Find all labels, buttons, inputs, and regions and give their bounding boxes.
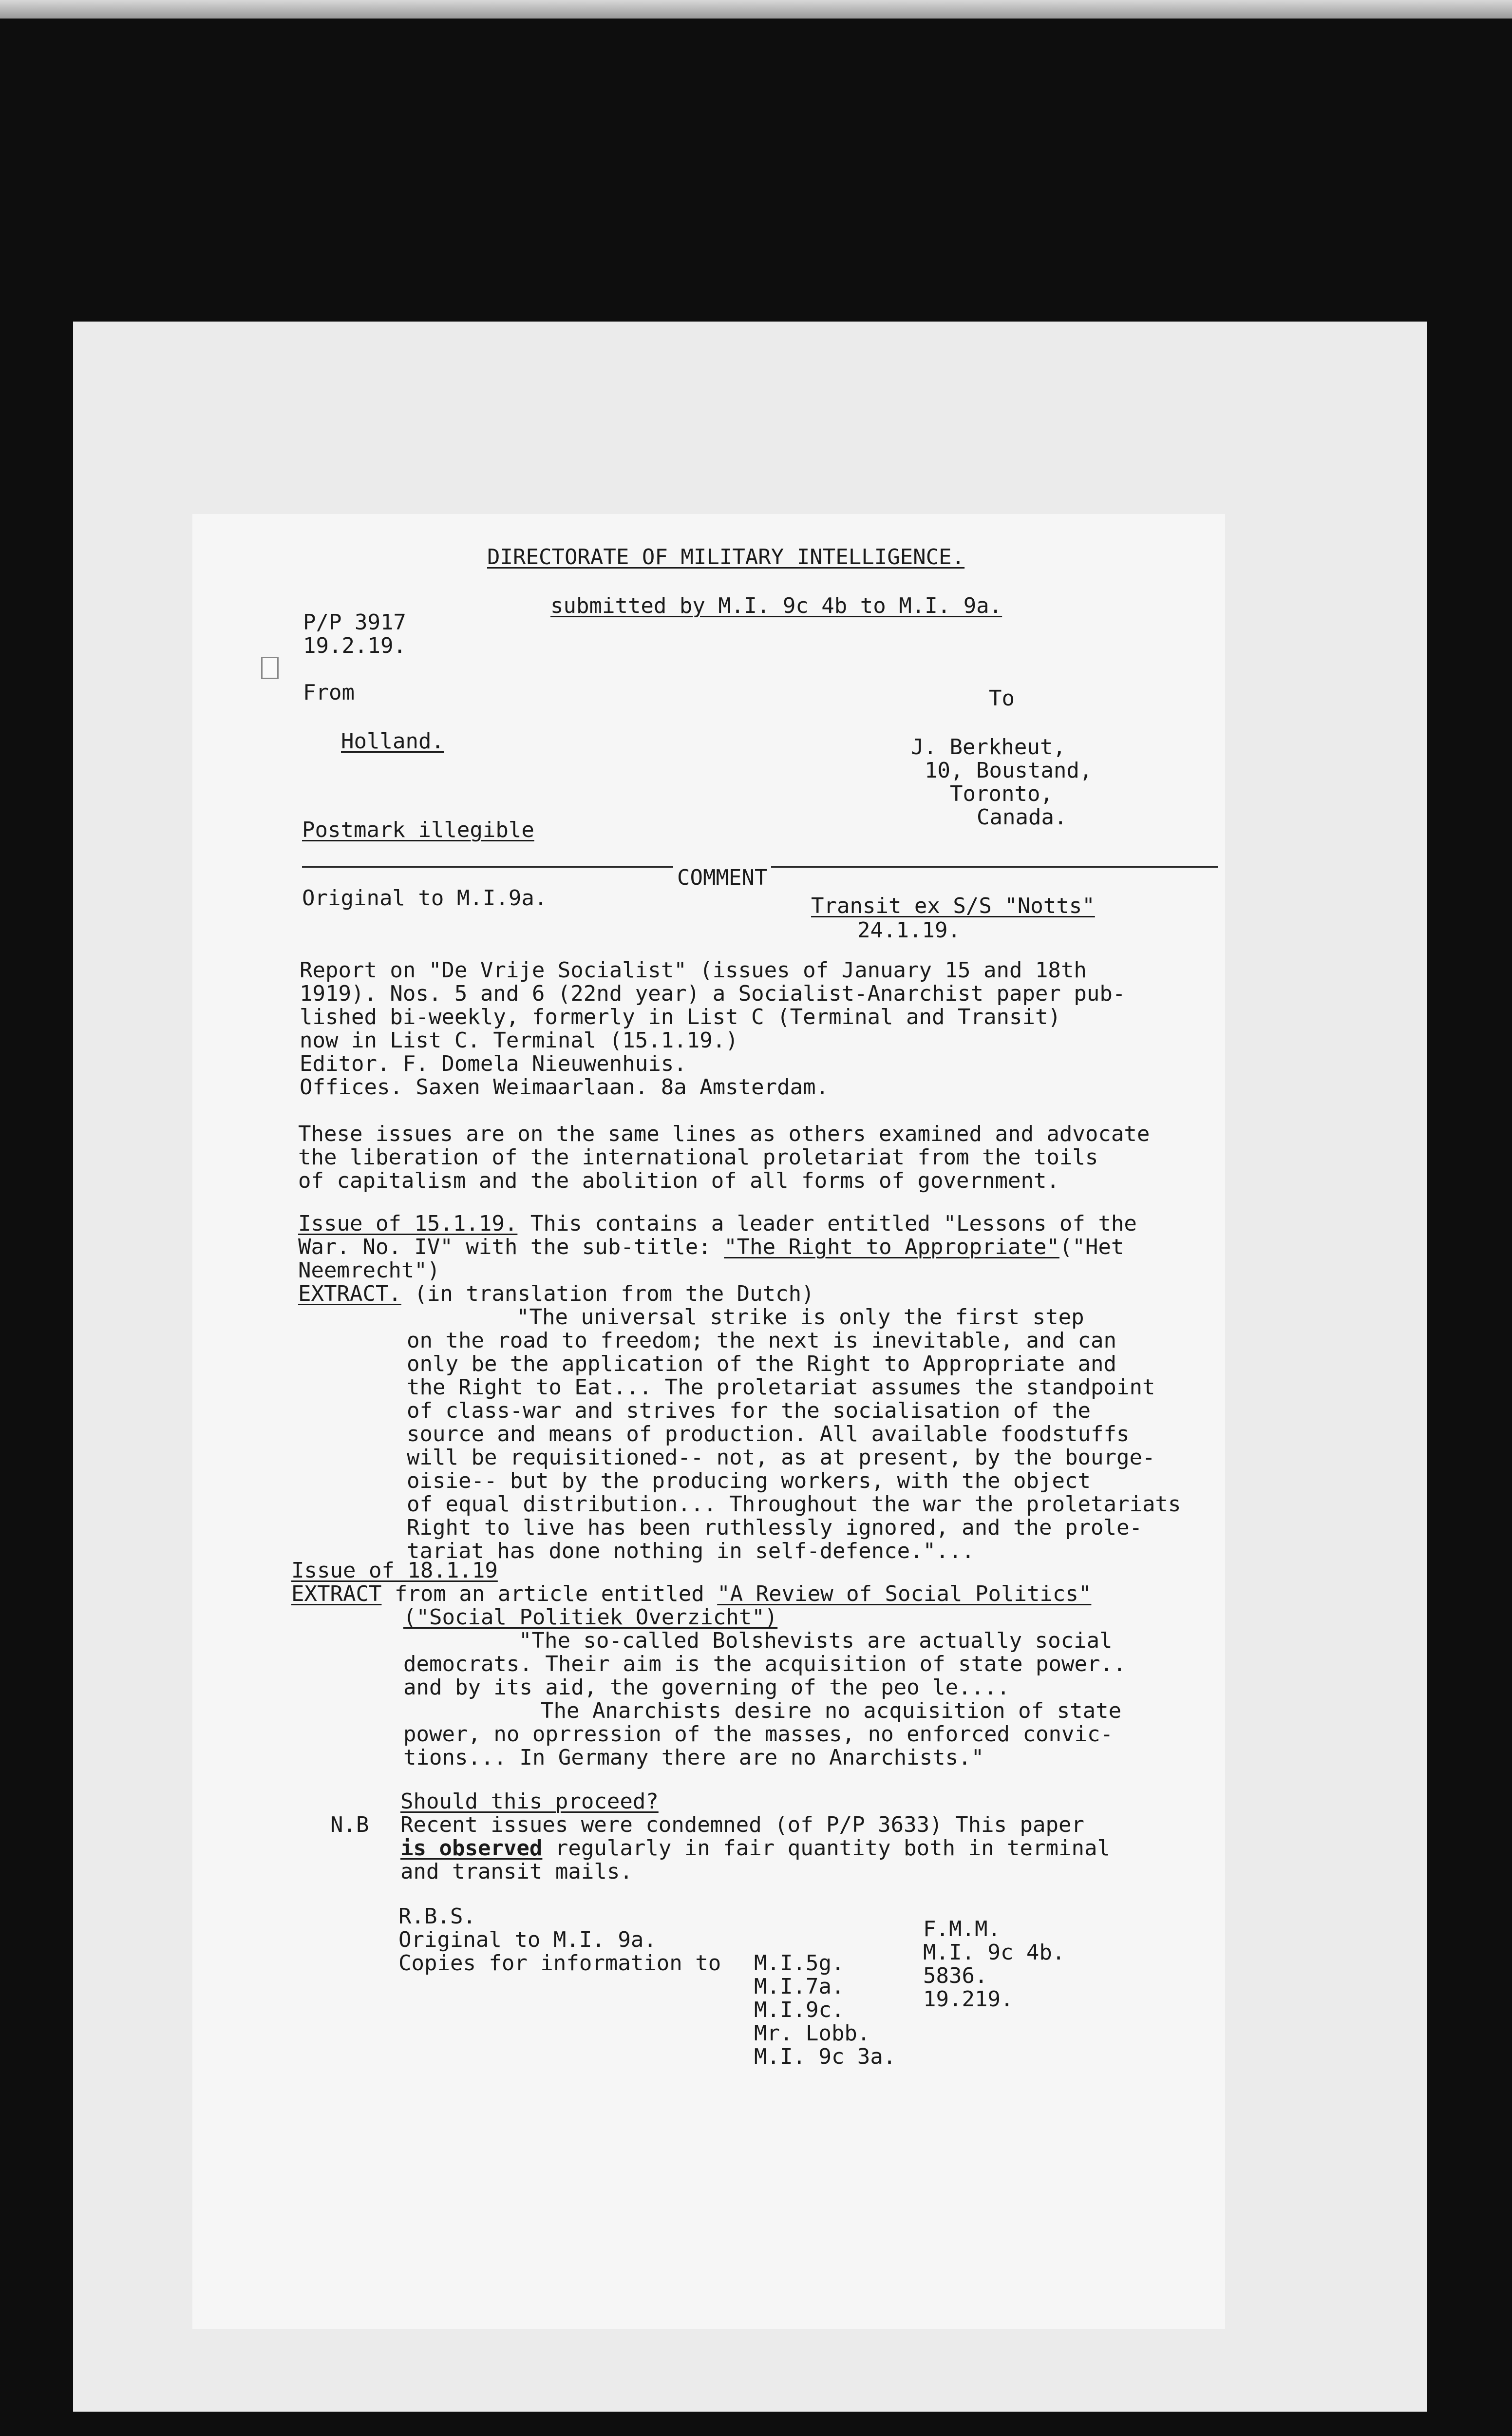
copy-recipient: M.I.9c. [754, 1998, 845, 2022]
comment-label: COMMENT [673, 865, 771, 891]
extract1-line: tariat has done nothing in self-defence."... [407, 1539, 975, 1563]
extract2-heading [291, 1581, 1091, 1607]
issue2-label: Issue of 18.1.19 [291, 1558, 498, 1583]
from-label: From [303, 680, 355, 705]
signer-right: 19.219. [923, 1987, 1014, 2012]
copy-recipient: Mr. Lobb. [754, 2021, 870, 2046]
extract1-line: only be the application of the Right to Appropriate and [407, 1351, 1116, 1376]
report-line: now in List C. Terminal (15.1.19.) [300, 1028, 738, 1053]
extract1-line: "The universal strike is only the first step [516, 1305, 1084, 1330]
report-line: Offices. Saxen Weimaarlaan. 8a Amsterdam. [300, 1075, 829, 1100]
extract1-line: will be requisitioned-- not, as at present, by the bourge- [407, 1445, 1155, 1470]
copy-recipient: M.I. 9c 3a. [754, 2044, 896, 2069]
extract2-line: tions... In Germany there are no Anarchists." [403, 1745, 984, 1770]
copy-recipient: M.I.5g. [754, 1951, 845, 1976]
to-address-line: J. Berkheut, [911, 735, 1066, 760]
extract1-line: on the road to freedom; the next is inevitable, and can [407, 1328, 1116, 1353]
original-to-2: Original to M.I. 9a. [398, 1927, 657, 1952]
memo-submitted-line: submitted by M.I. 9c 4b to M.I. 9a. [550, 593, 1002, 618]
issue1-text: ("Het [1059, 1235, 1124, 1259]
signer-right: M.I. 9c 4b. [923, 1940, 1065, 1965]
memo-heading: DIRECTORATE OF MILITARY INTELLIGENCE. [487, 545, 965, 570]
extract2-text: from an article entitled [381, 1581, 718, 1606]
issue1-label: Issue of 15.1.19. [298, 1211, 518, 1236]
nb-text: regularly in fair quantity both in terminal [542, 1836, 1110, 1861]
from-place: Holland. [341, 729, 444, 754]
extract1-heading [298, 1281, 814, 1307]
issue1-line [298, 1211, 1137, 1237]
memo-ref-no: P/P 3917 [303, 610, 406, 635]
report-line: Report on "De Vrije Socialist" (issues of January 15 and 18th [300, 958, 1087, 983]
copy-recipient: M.I.7a. [754, 1974, 845, 1999]
extract1-line: oisie-- but by the producing workers, with the object [407, 1468, 1091, 1493]
memo-ref-date: 19.2.19. [303, 633, 406, 658]
to-label: To [989, 686, 1015, 711]
transit-ship: Transit ex S/S "Notts" [811, 894, 1095, 918]
issue1-line [298, 1235, 1124, 1260]
extract1-line: Right to live has been ruthlessly ignored, and the prole- [407, 1515, 1142, 1540]
signer-right: F.M.M. [923, 1917, 1001, 1941]
nb-emphasis: is observed [400, 1836, 543, 1861]
nb-line: and transit mails. [400, 1859, 633, 1884]
extract1-label: EXTRACT. [298, 1281, 401, 1306]
signer-left: R.B.S. [398, 1904, 476, 1929]
signer-right: 5836. [923, 1963, 988, 1988]
extract2-line: power, no oprression of the masses, no enforced convic- [403, 1722, 1113, 1747]
issue1-text: with the sub-title: [453, 1235, 724, 1259]
summary-line: the liberation of the international proletariat from the toils [298, 1145, 1098, 1170]
extract2-line: democrats. Their aim is the acquisition of state power.. [403, 1652, 1126, 1676]
extract2-line: and by its aid, the governing of the peo le.... [403, 1675, 1010, 1700]
extract2-label: EXTRACT [291, 1581, 382, 1606]
issue1-line: Neemrecht") [298, 1258, 440, 1283]
nb-line [400, 1836, 1110, 1861]
original-to: Original to M.I.9a. [302, 886, 548, 911]
report-line: 1919). Nos. 5 and 6 (22nd year) a Socialist-Anarchist paper pub- [300, 981, 1126, 1006]
to-address-line: Canada. [977, 805, 1067, 830]
extract2-subtitle: ("Social Politiek Overzicht") [403, 1605, 778, 1630]
extract1-note: (in translation from the Dutch) [401, 1281, 814, 1306]
extract2-line: The Anarchists desire no acquisition of state [541, 1698, 1122, 1723]
transit-date: 24.1.19. [857, 918, 961, 943]
extract1-line: the Right to Eat... The proletariat assumes the standpoint [407, 1375, 1155, 1400]
postmark-note: Postmark illegible [302, 818, 534, 842]
to-address-line: 10, Boustand, [925, 758, 1093, 783]
copies-label: Copies for information to [398, 1951, 721, 1976]
to-address-line: Toronto, [950, 781, 1053, 806]
report-line: lished bi-weekly, formerly in List C (Terminal and Transit) [300, 1005, 1061, 1029]
summary-line: of capitalism and the abolition of all forms of government. [298, 1168, 1059, 1193]
extract1-line: of equal distribution... Throughout the war the proletariats [407, 1492, 1181, 1517]
extract1-line: source and means of production. All available foodstuffs [407, 1422, 1130, 1446]
issue1-subtitle: "The Right to Appropriate" [724, 1235, 1059, 1259]
issue1-text: This contains a leader entitled "Lessons of the [517, 1211, 1137, 1236]
summary-line: These issues are on the same lines as others examined and advocate [298, 1122, 1150, 1146]
extract2-line: "The so-called Bolshevists are actually social [519, 1628, 1113, 1653]
proceed-question: Should this proceed? [400, 1789, 659, 1814]
report-line: Editor. F. Domela Nieuwenhuis. [300, 1051, 687, 1076]
extract1-line: of class-war and strives for the socialisation of the [407, 1398, 1091, 1423]
nb-label: N.B [330, 1812, 369, 1837]
issue1-text: War. No. IV" [298, 1235, 453, 1259]
extract2-title: "A Review of Social Politics" [717, 1581, 1092, 1606]
nb-line: Recent issues were condemned (of P/P 3633) This paper [400, 1812, 1084, 1837]
